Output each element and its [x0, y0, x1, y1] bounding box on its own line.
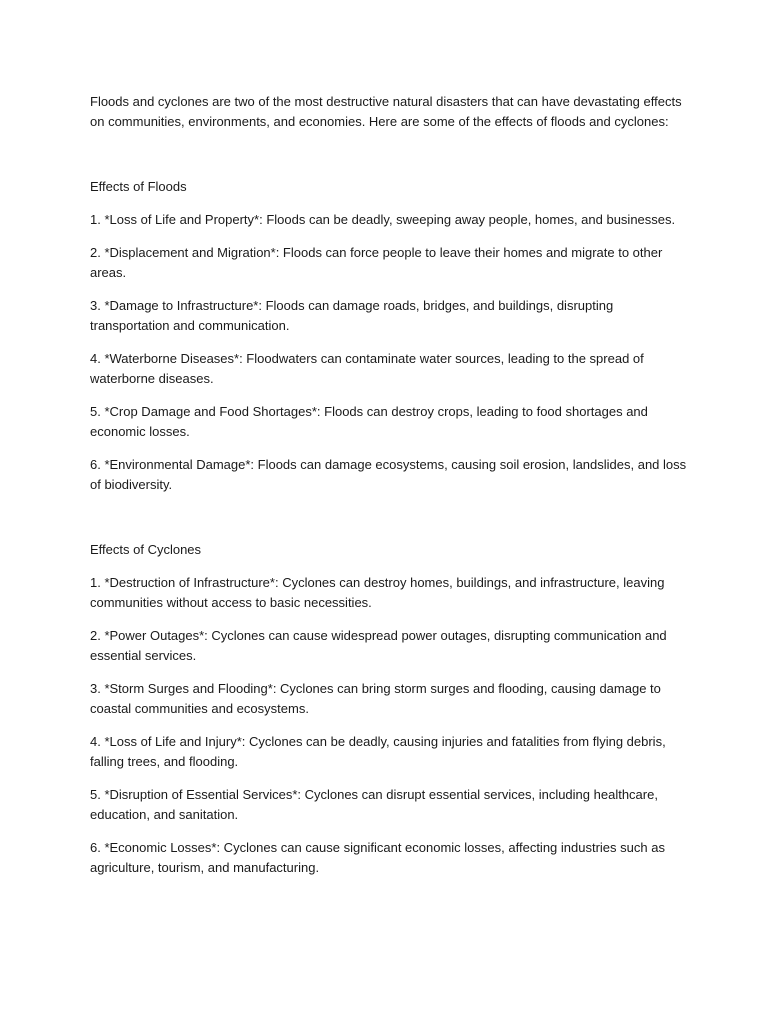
list-item: 2. *Displacement and Migration*: Floods can force people to leave their homes and migrate to other areas.: [90, 245, 663, 280]
spacer: [90, 132, 690, 177]
list-item: 3. *Damage to Infrastructure*: Floods can damage roads, bridges, and buildings, disrupting transportation and communication.: [90, 298, 614, 333]
intro-paragraph: Floods and cyclones are two of the most destructive natural disasters that can have devastating effects on communities, environments, and economies. Here are some of the effects of floods and cyclones:: [90, 94, 682, 129]
list-item: 5. *Crop Damage and Food Shortages*: Floods can destroy crops, leading to food shortages and economic losses.: [90, 404, 648, 439]
cyclones-list: [90, 573, 690, 878]
spacer: [90, 508, 690, 540]
list-item: 5. *Disruption of Essential Services*: Cyclones can disrupt essential services, including healthcare, education, and sanitation.: [90, 787, 658, 822]
document-page: [90, 92, 690, 891]
list-item: 6. *Environmental Damage*: Floods can damage ecosystems, causing soil erosion, landslides, and loss of biodiversity.: [90, 457, 687, 492]
list-item: 6. *Economic Losses*: Cyclones can cause significant economic losses, affecting industries such as agriculture, tourism, and manufacturing.: [90, 840, 665, 875]
list-item: 4. *Waterborne Diseases*: Floodwaters can contaminate water sources, leading to the spread of waterborne diseases.: [90, 351, 644, 386]
list-item: 3. *Storm Surges and Flooding*: Cyclones can bring storm surges and flooding, causing damage to coastal communities and ecosystems.: [90, 681, 661, 716]
floods-list: [90, 210, 690, 495]
list-item: 2. *Power Outages*: Cyclones can cause widespread power outages, disrupting communication and essential services.: [90, 628, 667, 663]
cyclones-heading: Effects of Cyclones: [90, 542, 202, 557]
floods-heading: Effects of Floods: [90, 179, 187, 194]
list-item: 1. *Loss of Life and Property*: Floods can be deadly, sweeping away people, homes, and businesses.: [90, 212, 676, 227]
list-item: 1. *Destruction of Infrastructure*: Cyclones can destroy homes, buildings, and infrastructure, leaving communities without access to basic necessities.: [90, 575, 665, 610]
list-item: 4. *Loss of Life and Injury*: Cyclones can be deadly, causing injuries and fatalities from flying debris, falling trees, and flooding.: [90, 734, 666, 769]
